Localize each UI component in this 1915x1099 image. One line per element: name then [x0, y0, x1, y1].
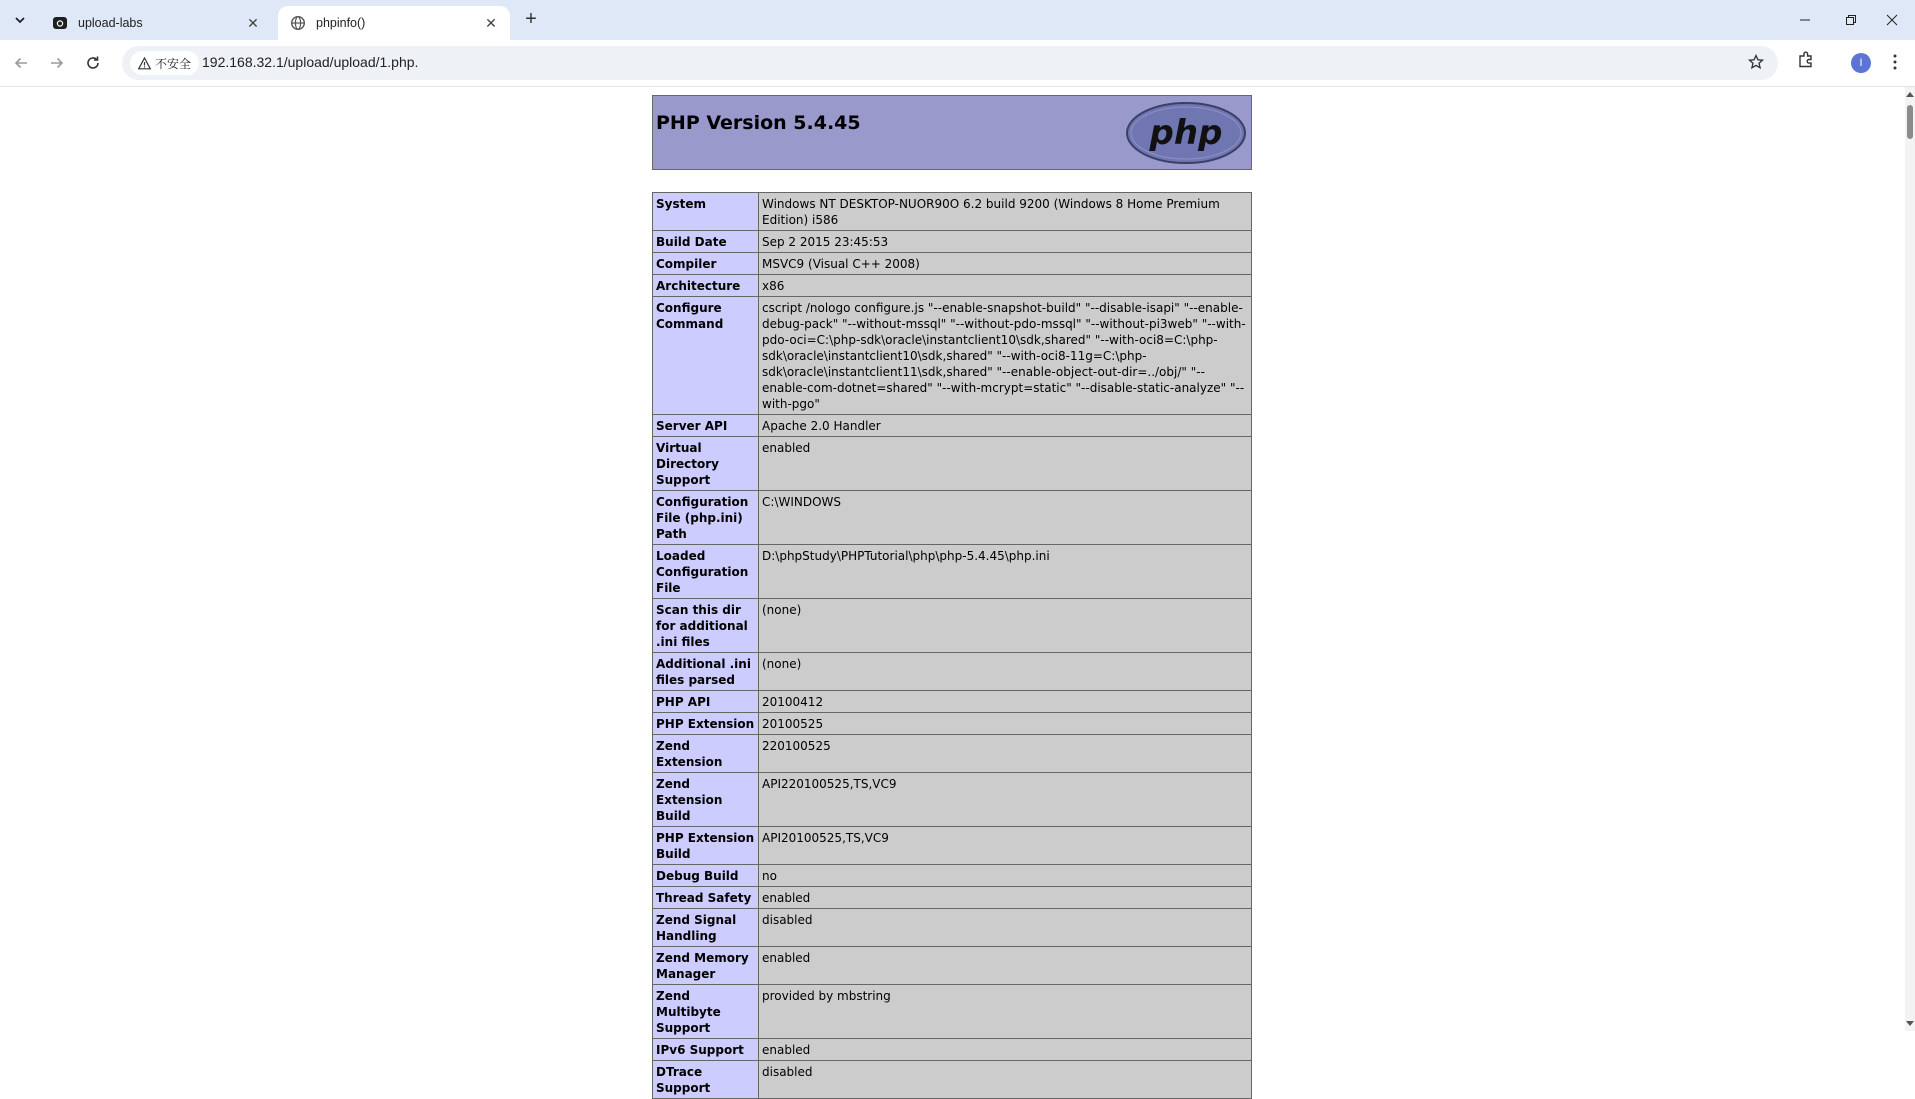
tab-search-button[interactable]	[8, 8, 32, 32]
table-row	[653, 773, 1252, 827]
row-value: Apache 2.0 Handler	[759, 415, 1252, 437]
tab-phpinfo[interactable]	[278, 6, 510, 40]
table-row	[653, 193, 1252, 231]
table-row	[653, 437, 1252, 491]
extensions-icon[interactable]	[1796, 50, 1816, 75]
row-value: MSVC9 (Visual C++ 2008)	[759, 253, 1252, 275]
row-value: Sep 2 2015 23:45:53	[759, 231, 1252, 253]
scroll-down-icon[interactable]	[1905, 1019, 1915, 1029]
url-text[interactable]: 192.168.32.1/upload/upload/1.php.	[202, 54, 419, 70]
row-key: PHP Extension	[653, 713, 759, 735]
table-row	[653, 415, 1252, 437]
php-header	[652, 95, 1252, 170]
row-value: disabled	[759, 1061, 1252, 1099]
row-value: enabled	[759, 887, 1252, 909]
row-key: Debug Build	[653, 865, 759, 887]
row-key: Zend Memory Manager	[653, 947, 759, 985]
row-key: Thread Safety	[653, 887, 759, 909]
table-row	[653, 1061, 1252, 1099]
page-title: PHP Version 5.4.45	[656, 112, 861, 134]
forward-button[interactable]	[44, 50, 70, 76]
row-key: Virtual Directory Support	[653, 437, 759, 491]
row-key: DTrace Support	[653, 1061, 759, 1099]
row-value: enabled	[759, 1039, 1252, 1061]
row-value: 20100412	[759, 691, 1252, 713]
row-key: Configure Command	[653, 297, 759, 415]
row-value: enabled	[759, 437, 1252, 491]
php-info-table	[652, 192, 1252, 1099]
php-logo	[1125, 101, 1247, 165]
row-key: Loaded Configuration File	[653, 545, 759, 599]
close-icon[interactable]: ✕	[247, 14, 259, 31]
row-key: Zend Extension	[653, 735, 759, 773]
table-row	[653, 865, 1252, 887]
row-key: Configuration File (php.ini) Path	[653, 491, 759, 545]
row-key: Zend Extension Build	[653, 773, 759, 827]
close-icon	[1886, 14, 1898, 26]
table-row	[653, 491, 1252, 545]
row-key: Server API	[653, 415, 759, 437]
row-key: Compiler	[653, 253, 759, 275]
menu-kebab-icon[interactable]	[1892, 52, 1898, 77]
bookmark-star-icon[interactable]	[1748, 54, 1764, 75]
php-logo-text: php	[1149, 113, 1223, 153]
chevron-down-icon	[14, 14, 26, 26]
row-value: API220100525,TS,VC9	[759, 773, 1252, 827]
restore-icon	[1845, 14, 1857, 26]
vertical-scrollbar[interactable]	[1905, 87, 1915, 1031]
scroll-up-icon[interactable]	[1905, 89, 1915, 99]
restore-button[interactable]	[1828, 0, 1874, 40]
table-row	[653, 713, 1252, 735]
globe-icon	[290, 15, 306, 31]
tab-label: phpinfo()	[316, 16, 366, 30]
row-value: C:\WINDOWS	[759, 491, 1252, 545]
minimize-icon	[1799, 14, 1811, 26]
table-row	[653, 887, 1252, 909]
profile-avatar[interactable]: I	[1851, 53, 1871, 73]
security-label: 不安全	[155, 56, 192, 71]
table-row	[653, 231, 1252, 253]
table-row	[653, 1039, 1252, 1061]
row-value: 220100525	[759, 735, 1252, 773]
warning-icon	[138, 57, 151, 70]
row-value: D:\phpStudy\PHPTutorial\php\php-5.4.45\php.ini	[759, 545, 1252, 599]
row-key: IPv6 Support	[653, 1039, 759, 1061]
table-row	[653, 653, 1252, 691]
back-button[interactable]	[8, 50, 34, 76]
row-key: Build Date	[653, 231, 759, 253]
github-icon	[52, 15, 68, 31]
new-tab-button[interactable]: +	[525, 8, 537, 30]
row-value: (none)	[759, 653, 1252, 691]
minimize-button[interactable]	[1782, 0, 1828, 40]
row-key: Zend Multibyte Support	[653, 985, 759, 1039]
reload-icon	[85, 55, 101, 71]
row-key: System	[653, 193, 759, 231]
arrow-left-icon	[13, 55, 29, 71]
tab-upload-labs[interactable]	[40, 6, 272, 40]
table-row	[653, 275, 1252, 297]
row-value: enabled	[759, 947, 1252, 985]
tab-strip	[0, 0, 1915, 40]
table-row	[653, 947, 1252, 985]
row-value: x86	[759, 275, 1252, 297]
row-value: disabled	[759, 909, 1252, 947]
scrollbar-thumb[interactable]	[1907, 105, 1913, 139]
row-key: Additional .ini files parsed	[653, 653, 759, 691]
close-window-button[interactable]	[1869, 0, 1915, 40]
table-row	[653, 545, 1252, 599]
phpinfo-container	[652, 95, 1252, 1099]
row-value: 20100525	[759, 713, 1252, 735]
table-row	[653, 827, 1252, 865]
row-value: provided by mbstring	[759, 985, 1252, 1039]
row-key: PHP Extension Build	[653, 827, 759, 865]
table-row	[653, 599, 1252, 653]
row-value: cscript /nologo configure.js "--enable-snapshot-build" "--disable-isapi" "--enable-debug-pack" "--without-mssql" "--without-pdo-mssql" "--without-pi3web" "--with-pdo-oci=C:\php-sdk\oracle\instantclient10\sdk,shared" "--with-oci8=C:\php-sdk\oracle\instantclient10\sdk,shared" "--with-oci8-11g=C:\php-sdk\oracle\instantclient11\sdk,shared" "--enable-object-out-dir=../obj/" "--enable-com-dotnet=shared" "--with-mcrypt=static" "--disable-static-analyze" "--with-pgo"	[759, 297, 1252, 415]
row-value: (none)	[759, 599, 1252, 653]
table-row	[653, 297, 1252, 415]
table-row	[653, 735, 1252, 773]
arrow-right-icon	[49, 55, 65, 71]
browser-toolbar	[0, 40, 1915, 87]
close-icon[interactable]: ✕	[485, 14, 497, 31]
table-row	[653, 985, 1252, 1039]
security-indicator[interactable]	[130, 51, 199, 75]
table-row	[653, 691, 1252, 713]
reload-button[interactable]	[80, 50, 106, 76]
address-bar[interactable]	[122, 46, 1778, 80]
table-row	[653, 909, 1252, 947]
table-row	[653, 253, 1252, 275]
page-viewport	[0, 87, 1905, 1095]
row-value: API20100525,TS,VC9	[759, 827, 1252, 865]
tab-label: upload-labs	[78, 16, 143, 30]
row-value: Windows NT DESKTOP-NUOR90O 6.2 build 9200 (Windows 8 Home Premium Edition) i586	[759, 193, 1252, 231]
row-value: no	[759, 865, 1252, 887]
row-key: Zend Signal Handling	[653, 909, 759, 947]
row-key: Scan this dir for additional .ini files	[653, 599, 759, 653]
row-key: PHP API	[653, 691, 759, 713]
row-key: Architecture	[653, 275, 759, 297]
